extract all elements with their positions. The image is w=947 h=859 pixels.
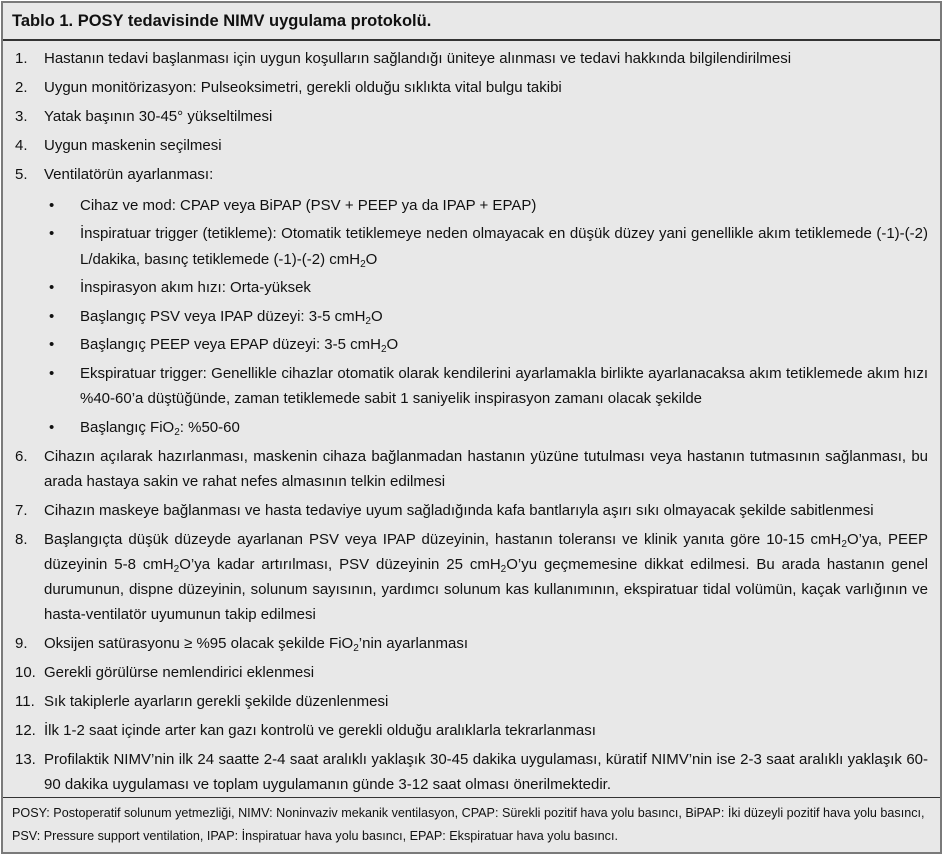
list-item [3,496,940,525]
item-text-body: Uygun monitörizasyon: Pulseoksimetri, gerekli olduğu sıklıkta vital bulgu takibi [44,79,562,96]
item-text [44,133,928,158]
item-number: 13. [15,750,36,768]
subscript: 2 [353,642,359,654]
item-text [44,46,928,71]
subscript: 2 [174,426,180,438]
bullet-icon: • [49,364,55,382]
item-text [44,527,928,627]
bullet-item [3,331,940,360]
bullet-item [3,191,940,220]
subscript: 2 [173,563,180,575]
bullet-list [3,191,940,442]
item-number: 8. [15,530,28,548]
subscript: 2 [360,258,366,270]
protocol-table [1,1,942,854]
bullet-item [3,413,940,442]
item-number: 5. [15,166,28,183]
list-item [3,102,940,131]
item-text-body: Ventilatörün ayarlanması: [44,166,214,183]
bullet-item [3,220,940,274]
bullet-icon: • [49,196,55,214]
item-number: 11. [15,692,35,710]
item-text-body: Başlangıçta düşük düzeyde ayarlanan PSV veya IPAP düzeyinin, hastanın toleransı ve klinik yanıta göre 10-15 cmH$_2$O’ya, PEEP düzeyinin 5-8 cmH$_2$O’ya kadar artırılması, PSV düzeyinin 25 cmH$_2$O’yu geçmemesine dikkat edilmesi. Bu arada hastanın genel durumunun, dispne düzeyinin, solunum sayısının, yardımcı solunum kas kullanımının, ekspiratuar tidal volümün, kaçak varlığının ve hasta-ventilatör uyumunun takip edilmesi [44,530,928,623]
list-item [3,44,940,73]
subscript: 2 [380,344,387,355]
item-text-body: Oksijen satürasyonu ≥ %95 olacak şekilde FiO$_2$’nin ayarlanması [44,634,468,654]
bullet-text: İnspirasyon akım hızı: Orta-yüksek [80,279,311,296]
subscript: 2 [841,538,847,550]
item-number: 10. [15,663,36,681]
item-number: 12. [15,721,36,739]
bullet-text: İnspiratuar trigger (tetikleme): Otomatik tetiklemeye neden olmayacak en düşük düzey yani genellikle akım tetiklemede (-1)-(-2) L/dakika, basınç tetiklemede (-1)-(-2) cmH$_2$O [80,225,928,270]
list-item [3,687,940,716]
item-text [44,689,928,714]
list-item [3,629,940,658]
item-number: 2. [15,79,28,96]
item-text-body: Cihazın açılarak hazırlanması, maskenin cihaza bağlanmadan hastanın yüzüne tutulması veya hastanın tutmasının sağlanması, bu arada hastaya sakin ve rahat nefes almasının telkin edilmesi [44,447,928,490]
bullet-text: Cihaz ve mod: CPAP veya BiPAP (PSV + PEEP ya da IPAP + EPAP) [80,196,537,214]
list-item [3,131,940,160]
item-number: 4. [15,137,28,154]
bullet-item [3,359,940,413]
item-number: 1. [15,50,28,67]
table-footnote: POSY: Postoperatif solunum yetmezliği, NIMV: Noninvaziv mekanik ventilasyon, CPAP: Sürekli pozitif hava yolu basıncı, BiPAP: İki düzeyli pozitif hava yolu basıncı, PSV: Pressure support ventilation, IPAP: İnspiratuar hava yolu basıncı, EPAP: Ekspiratuar hava yolu basıncı. [12,806,925,843]
item-text [44,162,928,187]
subscript: 2 [365,315,371,327]
bullet-text: Başlangıç FiO$_2$: %50-60 [80,418,240,438]
item-number: 3. [15,108,28,125]
item-text [44,75,928,100]
item-text-body: Hastanın tedavi başlanması için uygun koşulların sağlandığı üniteye alınması ve tedavi hakkında bilgilendirilmesi [44,50,792,67]
list-item [3,716,940,745]
bullet-icon: • [49,336,55,353]
item-text-body: Sık takiplerle ayarların gerekli şekilde düzenlenmesi [44,692,389,710]
item-text [44,444,928,494]
list-item [3,745,940,799]
subscript: 2 [500,563,507,575]
bullet-text: Başlangıç PEEP veya EPAP düzeyi: 3-5 cmH$_2$O [80,336,399,355]
table-title: Tablo 1. POSY tedavisinde NIMV uygulama protokolü. [3,3,940,41]
item-number: 6. [15,447,28,465]
item-text [44,660,928,685]
item-text-body: İlk 1-2 saat içinde arter kan gazı kontrolü ve gerekli olduğu aralıklarla tekrarlanması [44,721,596,739]
item-text [44,498,928,523]
list-item [3,658,940,687]
bullet-item [3,302,940,331]
bullet-icon: • [49,418,55,436]
list-item [3,442,940,496]
bullet-item [3,274,940,303]
bullet-text: Başlangıç PSV veya IPAP düzeyi: 3-5 cmH$_2$O [80,307,383,327]
list-item [3,160,940,189]
item-text [44,104,928,129]
bullet-icon: • [49,279,55,296]
item-text-body: Profilaktik NIMV’nin ilk 24 saatte 2-4 saat aralıklı yaklaşık 30-45 dakika uygulaması, küratif NIMV’nin ise 2-3 saat aralıklı yaklaşık 60-90 dakika uygulaması ve toplam uygulamanın günde 3-12 saat olması önerilmektedir. [44,750,928,793]
item-text-body: Uygun maskenin seçilmesi [44,137,222,154]
list-item [3,73,940,102]
item-text [44,747,928,797]
bullet-text: Ekspiratuar trigger: Genellikle cihazlar otomatik olarak kendilerini ayarlamakla birlikte ayarlanacaksa akım tetiklemede akım hızı %40-60’a düştüğünde, zaman tetiklemede sabit 1 saniyelik inspirasyon zamanı olacak şekilde [80,364,928,407]
protocol-list [3,41,940,798]
list-item [3,525,940,629]
item-text-body: Gerekli görülürse nemlendirici eklenmesi [44,663,315,681]
item-number: 9. [15,634,28,652]
item-text-body: Cihazın maskeye bağlanması ve hasta tedaviye uyum sağladığında kafa bantlarıyla aşırı sıkı olmayacak şekilde sabitlenmesi [44,501,874,519]
bullet-icon: • [49,307,55,325]
item-number: 7. [15,501,28,519]
item-text-body: Yatak başının 30-45° yükseltilmesi [44,108,273,125]
bullet-icon: • [49,225,55,242]
item-text [44,631,928,656]
item-text [44,718,928,743]
